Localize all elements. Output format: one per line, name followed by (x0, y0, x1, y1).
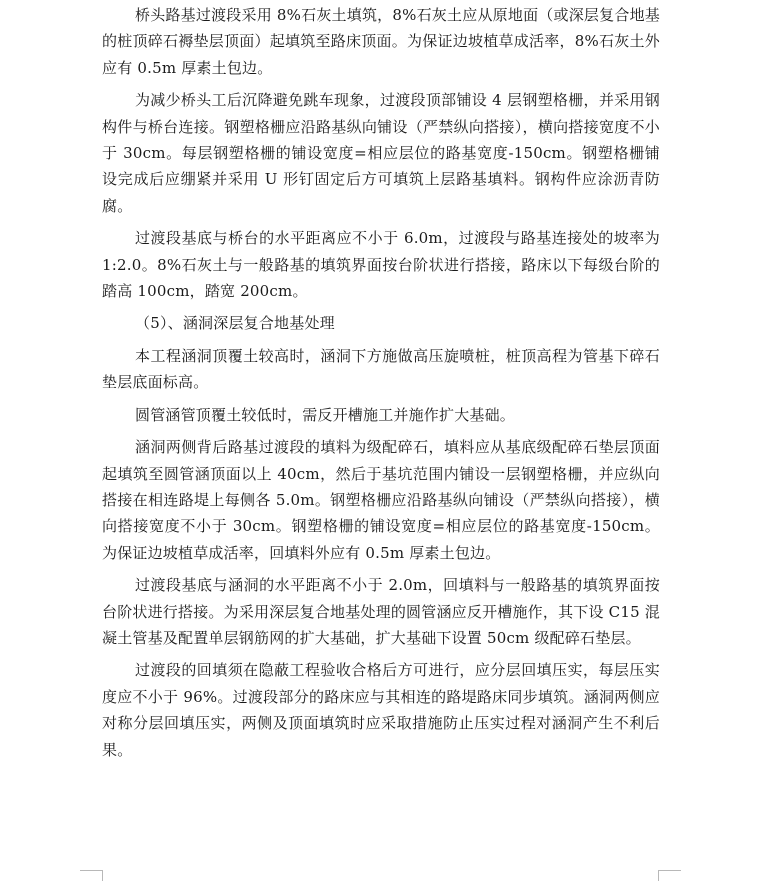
paragraph-pipe-culvert-low-cover: 圆管涵管顶覆土较低时，需反开槽施工并施作扩大基础。 (135, 405, 516, 424)
paragraph-transition-distance: 过渡段基底与桥台的水平距离应不小于 6.0m，过渡段与路基连接处的坡率为 1:2.0。8%石灰土与一般路基的填筑界面按台阶状进行搭接，路床以下每级台阶的踏高 100cm，踏宽 200cm。 (102, 229, 660, 301)
paragraph-culvert-backfill: 涵洞两侧背后路基过渡段的填料为级配碎石，填料应从基底级配碎石垫层顶面起填筑至圆管涵顶面以上 40cm，然后于基坑范围内铺设一层钢塑格栅，并应纵向搭接在相连路堤上每侧各 5.0m。钢塑格栅应沿路基纵向铺设（严禁纵向搭接），横向搭接宽度不小于 30cm。钢塑格栅的铺设宽度=相应层位的路基宽度-150cm。为保证边坡植草成活率，回填料外应有 0.5m 厚素土包边。 (102, 438, 660, 562)
page-corner-mark-left (80, 870, 103, 881)
paragraph-geogrid-laying: 为减少桥头工后沉降避免跳车现象，过渡段顶部铺设 4 层钢塑格栅，并采用钢构件与桥台连接。钢塑格栅应沿路基纵向铺设（严禁纵向搭接），横向搭接宽度不小于 30cm。每层钢塑格栅的铺设宽度=相应层位的路基宽度-150cm。钢塑格栅铺设完成后应绷紧并采用 U 形钉固定后方可填筑上层路基填料。钢构件应涂沥青防腐。 (102, 91, 660, 215)
section-heading-culvert-foundation: （5）、涵洞深层复合地基处理 (135, 314, 335, 333)
paragraph-culvert-distance: 过渡段基底与涵洞的水平距离不小于 2.0m，回填料与一般路基的填筑界面按台阶状进行搭接。为采用深层复合地基处理的圆管涵应反开槽施作，其下设 C15 混凝土管基及配置单层钢筋网的扩大基础，扩大基础下设置 50cm 级配碎石垫层。 (102, 576, 660, 647)
document-body (102, 2, 660, 769)
page-corner-mark-right (658, 870, 681, 881)
paragraph-backfill-compaction: 过渡段的回填须在隐蔽工程验收合格后方可进行，应分层回填压实，每层压实度应不小于 96%。过渡段部分的路床应与其相连的路堤路床同步填筑。涵洞两侧应对称分层回填压实，两侧及顶面填筑时应采取措施防止压实过程对涵洞产生不利后果。 (102, 661, 660, 759)
paragraph-jet-grouting-piles: 本工程涵洞顶覆土较高时，涵洞下方施做高压旋喷桩，桩顶高程为管基下碎石垫层底面标高。 (102, 346, 660, 392)
paragraph-bridge-transition-fill: 桥头路基过渡段采用 8%石灰土填筑，8%石灰土应从原地面（或深层复合地基的桩顶碎石褥垫层顶面）起填筑至路床顶面。为保证边坡植草成活率，8%石灰土外应有 0.5m 厚素土包边。 (102, 6, 660, 77)
